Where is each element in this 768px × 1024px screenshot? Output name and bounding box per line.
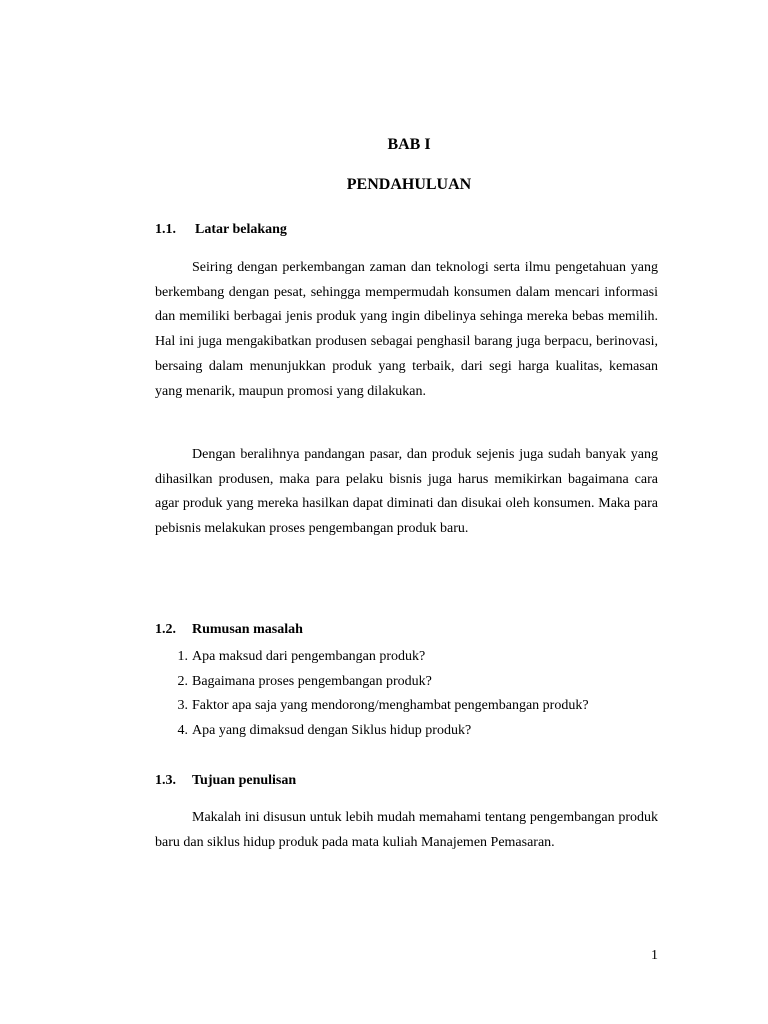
list-item-text: Apa maksud dari pengembangan produk?	[192, 649, 426, 664]
list-item	[155, 670, 589, 695]
list-item-text: Faktor apa saja yang mendorong/menghambat pengembangan produk?	[192, 698, 589, 713]
rumusan-masalah-list	[155, 645, 589, 743]
section-heading-rumusan-masalah	[155, 622, 303, 638]
paragraph-latar-belakang-2: Dengan beralihnya pandangan pasar, dan produk sejenis juga sudah banyak yang dihasilkan produsen, maka para pelaku bisnis juga harus memikirkan bagaimana cara agar produk yang mereka hasilkan dapat diminati dan disukai oleh konsumen. Maka para pebisnis melakukan proses pengembangan produk baru.	[155, 447, 658, 537]
section-title: Tujuan penulisan	[192, 773, 297, 788]
page-number: 1	[651, 948, 658, 963]
section-number: 1.2.	[155, 622, 176, 637]
section-title: Rumusan masalah	[192, 622, 303, 637]
list-marker: 4.	[177, 722, 188, 738]
list-item	[155, 719, 589, 744]
list-marker: 1.	[177, 649, 188, 664]
list-item	[155, 645, 589, 670]
list-marker: 2.	[177, 673, 188, 689]
chapter-title: BAB I	[387, 136, 431, 153]
list-item-text: Bagaimana proses pengembangan produk?	[192, 673, 432, 689]
section-heading-latar-belakang	[155, 222, 287, 238]
list-marker: 3.	[177, 698, 188, 713]
section-title: Latar belakang	[195, 222, 287, 237]
section-number: 1.1.	[155, 222, 176, 237]
list-item	[155, 694, 589, 719]
list-item-text: Apa yang dimaksud dengan Siklus hidup produk?	[192, 722, 472, 738]
chapter-subtitle: PENDAHULUAN	[346, 176, 472, 193]
section-number: 1.3.	[155, 773, 176, 788]
section-heading-tujuan-penulisan	[155, 773, 296, 789]
paragraph-latar-belakang-1: Seiring dengan perkembangan zaman dan teknologi serta ilmu pengetahuan yang berkembang dengan pesat, sehingga mempermudah konsumen dalam mencari informasi dan memiliki berbagai jenis produk yang ingin dibelinya sehinga mereka bebas memilih. Hal ini juga mengakibatkan produsen sebagai penghasil barang juga berpacu, berinovasi, bersaing dalam menunjukkan produk yang terbaik, dari segi harga kualitas, kemasan yang menarik, maupun promosi yang dilakukan.	[155, 260, 658, 399]
paragraph-tujuan-penulisan: Makalah ini disusun untuk lebih mudah memahami tentang pengembangan produk baru dan siklus hidup produk pada mata kuliah Manajemen Pemasaran.	[155, 810, 658, 850]
